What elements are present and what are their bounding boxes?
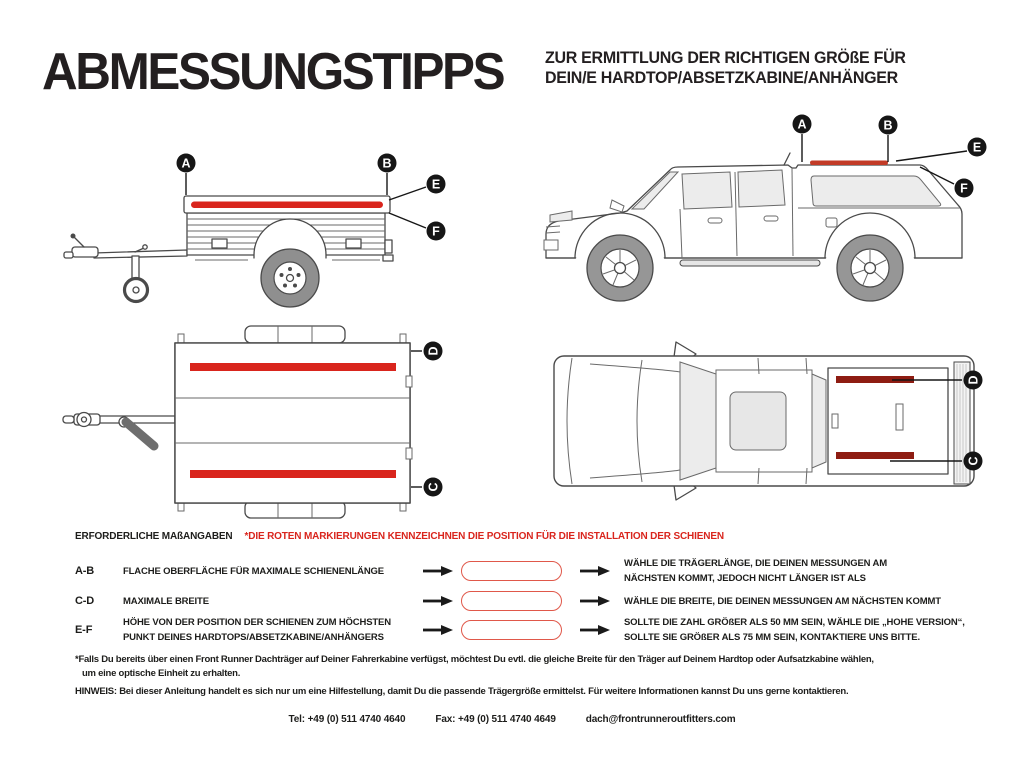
page-subtitle-line2: DEIN/E HARDTOP/ABSETZKABINE/ANHÄNGER (545, 68, 898, 87)
trailer-side-view-drawing (40, 140, 460, 325)
arrow-right-icon (580, 625, 610, 635)
callout-e (389, 175, 446, 201)
hardtop-rail-marking (810, 161, 888, 166)
row-id: A-B (75, 564, 95, 577)
contact-line (0, 714, 1024, 725)
trailer-side-view-figure (40, 140, 460, 325)
svg-text:F: F (960, 181, 968, 196)
arrow-right-icon (580, 566, 610, 576)
row-id: C-D (75, 594, 95, 607)
truck-side-view-drawing (530, 108, 1000, 313)
callout-e (896, 138, 987, 162)
row-result: WÄHLE DIE TRÄGERLÄNGE, DIE DEINEN MESSUNGEN AM NÄCHSTEN KOMMT, JEDOCH NICHT LÄNGER IST ALS (624, 558, 887, 584)
measurement-row-cd (75, 588, 995, 614)
arrow-right-icon (423, 625, 461, 635)
page-title: ABMESSUNGSTIPPS (42, 43, 504, 101)
callout-f (389, 213, 446, 241)
truck-side-view-figure (530, 108, 1000, 313)
rail-position-marking-bottom (190, 470, 396, 478)
callout-b (879, 116, 898, 163)
measurement-write-in-box (461, 591, 562, 611)
arrow-right-icon (423, 596, 461, 606)
hinweis-note: HINWEIS: Bei dieser Anleitung handelt es sich nur um eine Hilfestellung, damit Du die passende Trägergröße ermittelst. Für weitere Informationen kannst Du uns gerne kontaktieren. (75, 686, 849, 697)
rail-position-marking (191, 202, 383, 209)
truck-top-view-figure (530, 328, 1000, 533)
rear-wheel (837, 235, 903, 301)
svg-text:C: C (426, 482, 441, 492)
bed-rail-marking-bottom (836, 452, 914, 459)
trailer-top-view-drawing (40, 318, 460, 526)
measurement-write-in-box (461, 620, 562, 640)
svg-text:B: B (883, 118, 893, 133)
svg-text:A: A (797, 117, 807, 132)
measurement-row-ab (75, 556, 995, 586)
measurements-heading: ERFORDERLICHE MAßANGABEN (75, 531, 233, 542)
row-id: E-F (75, 623, 93, 636)
row-description: HÖHE VON DER POSITION DER SCHIENEN ZUM HÖCHSTEN PUNKT DEINES HARDTOPS/ABSETZKABINE/ANHÄNGERS (123, 617, 391, 643)
contact-tel: Tel: +49 (0) 511 4740 4640 (288, 714, 406, 725)
callout-d (411, 342, 443, 361)
page-subtitle-line1: ZUR ERMITTLUNG DER RICHTIGEN GRÖßE FÜR (545, 49, 906, 67)
footnote-line2: um eine optische Einheit zu erhalten. (82, 668, 241, 679)
trailer-top-view-figure (40, 318, 460, 526)
contact-fax: Fax: +49 (0) 511 4740 4649 (435, 714, 556, 725)
callout-a (177, 154, 196, 196)
footnote (75, 653, 975, 681)
svg-text:E: E (431, 177, 441, 192)
row-result: SOLLTE DIE ZAHL GRÖßER ALS 50 MM SEIN, WÄHLE DIE „HOHE VERSION“, SOLLTE SIE GRÖßER ALS 75 MM SEIN, KONTAKTIERE UNS BITTE. (624, 617, 965, 643)
row-result: WÄHLE DIE BREITE, DIE DEINEN MESSUNGEN AM NÄCHSTEN KOMMT (624, 595, 941, 607)
footnote-line1: *Falls Du bereits über einen Front Runner Dachträger auf Deiner Fahrerkabine verfügst, möchtest Du evtl. die gleiche Breite für den Träger auf Deinem Hardtop oder Aufsatzkabine wählen, (75, 654, 874, 665)
contact-email: dach@frontrunneroutfitters.com (585, 714, 736, 725)
svg-text:E: E (972, 140, 982, 155)
rail-position-marking-top (190, 363, 396, 371)
arrow-right-icon (580, 596, 610, 606)
svg-text:A: A (181, 156, 191, 171)
page-subtitle (545, 49, 906, 89)
measurements-header (75, 531, 724, 542)
svg-text:D: D (966, 375, 981, 385)
callout-a (793, 115, 812, 163)
svg-text:D: D (426, 346, 441, 356)
svg-text:B: B (382, 156, 392, 171)
truck-top-view-drawing (530, 328, 1000, 533)
callout-b (378, 154, 397, 196)
svg-text:F: F (432, 224, 440, 239)
red-markings-note: *DIE ROTEN MARKIERUNGEN KENNZEICHNEN DIE POSITION FÜR DIE INSTALLATION DER SCHIENEN (244, 531, 724, 542)
arrow-right-icon (423, 566, 461, 576)
measurement-row-ef (75, 613, 995, 647)
svg-text:C: C (966, 456, 981, 466)
measurement-write-in-box (461, 561, 562, 581)
callout-c (411, 478, 443, 497)
row-description: MAXIMALE BREITE (123, 595, 209, 607)
row-description: FLACHE OBERFLÄCHE FÜR MAXIMALE SCHIENENLÄNGE (123, 565, 384, 577)
front-wheel (587, 235, 653, 301)
